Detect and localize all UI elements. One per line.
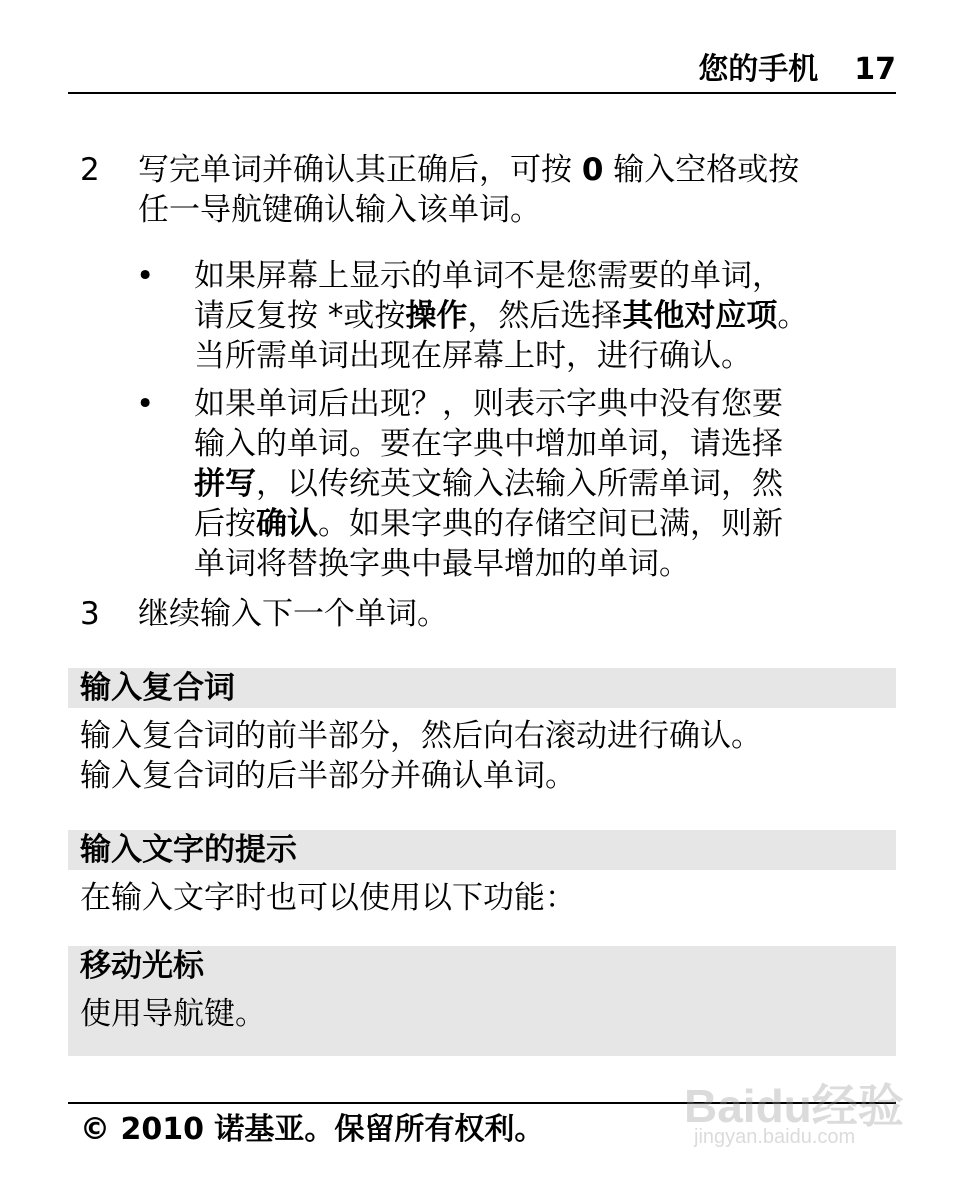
text-line: 输入复合词的后半部分并确认单词。 [80, 758, 576, 794]
bullet-item [136, 256, 896, 376]
watermark-site: jingyan.baidu.com [694, 1126, 856, 1148]
baidu-watermark [684, 1060, 904, 1170]
text-part: 请反复按 *或按 [194, 298, 406, 334]
text-line: 如果屏幕上显示的单词不是您需要的单词， [194, 258, 783, 294]
step-3 [80, 594, 900, 634]
section-heading-compound [68, 668, 896, 708]
bullet-dot: • [136, 386, 155, 422]
step-2 [80, 150, 900, 230]
text-part: 。 [777, 298, 809, 334]
step-number: 3 [80, 596, 100, 632]
step-text [138, 150, 900, 230]
text-part: ，以传统英文输入法输入所需单词，然 [256, 466, 783, 502]
step-text-part: 任一导航键确认输入该单词。 [138, 192, 541, 228]
section-heading-tips [68, 830, 896, 870]
menu-term-options: 操作 [405, 298, 468, 334]
section-body-tips: 在输入文字时也可以使用以下功能： [80, 880, 576, 916]
bullet-dot: • [136, 258, 155, 294]
header-title: 您的手机 [698, 52, 819, 87]
menu-term-spell: 拼写 [194, 466, 256, 502]
feature-title: 移动光标 [80, 948, 204, 984]
bullet-text [194, 384, 896, 584]
menu-term-confirm: 确认 [256, 506, 318, 542]
menu-term-matches: 其他对应项 [622, 298, 778, 334]
feature-box-cursor [68, 946, 896, 1056]
section-title: 输入复合词 [80, 670, 235, 706]
feature-description: 使用导航键。 [80, 996, 266, 1032]
text-line: 输入复合词的前半部分，然后向右滚动进行确认。 [80, 718, 762, 754]
bullet-item [136, 384, 896, 584]
step-text: 继续输入下一个单词。 [138, 596, 448, 632]
watermark-logo: Baidu经验 [684, 1080, 904, 1132]
copyright-notice: © 2010 诺基亚。保留所有权利。 [80, 1112, 545, 1147]
step-text-part: 写完单词并确认其正确后，可按 [138, 152, 582, 188]
text-line: 当所需单词出现在屏幕上时，进行确认。 [194, 338, 752, 374]
text-part: ，然后选择 [467, 298, 623, 334]
section-title: 输入文字的提示 [80, 832, 297, 868]
text-part: 。如果字典的存储空间已满，则新 [318, 506, 783, 542]
section-body-compound [80, 716, 896, 796]
text-line: 单词将替换字典中最早增加的单词。 [194, 546, 690, 582]
text-line: 输入的单词。要在字典中增加单词，请选择 [194, 426, 783, 462]
page-number: 17 [854, 52, 896, 87]
key-zero: 0 [581, 152, 604, 188]
page-header [68, 48, 896, 94]
step-text-part: 输入空格或按 [603, 152, 800, 188]
text-part: 后按 [194, 506, 256, 542]
bullet-text [194, 256, 896, 376]
text-line: 如果单词后出现？，则表示字典中没有您要 [194, 386, 783, 422]
step-number: 2 [80, 152, 100, 188]
